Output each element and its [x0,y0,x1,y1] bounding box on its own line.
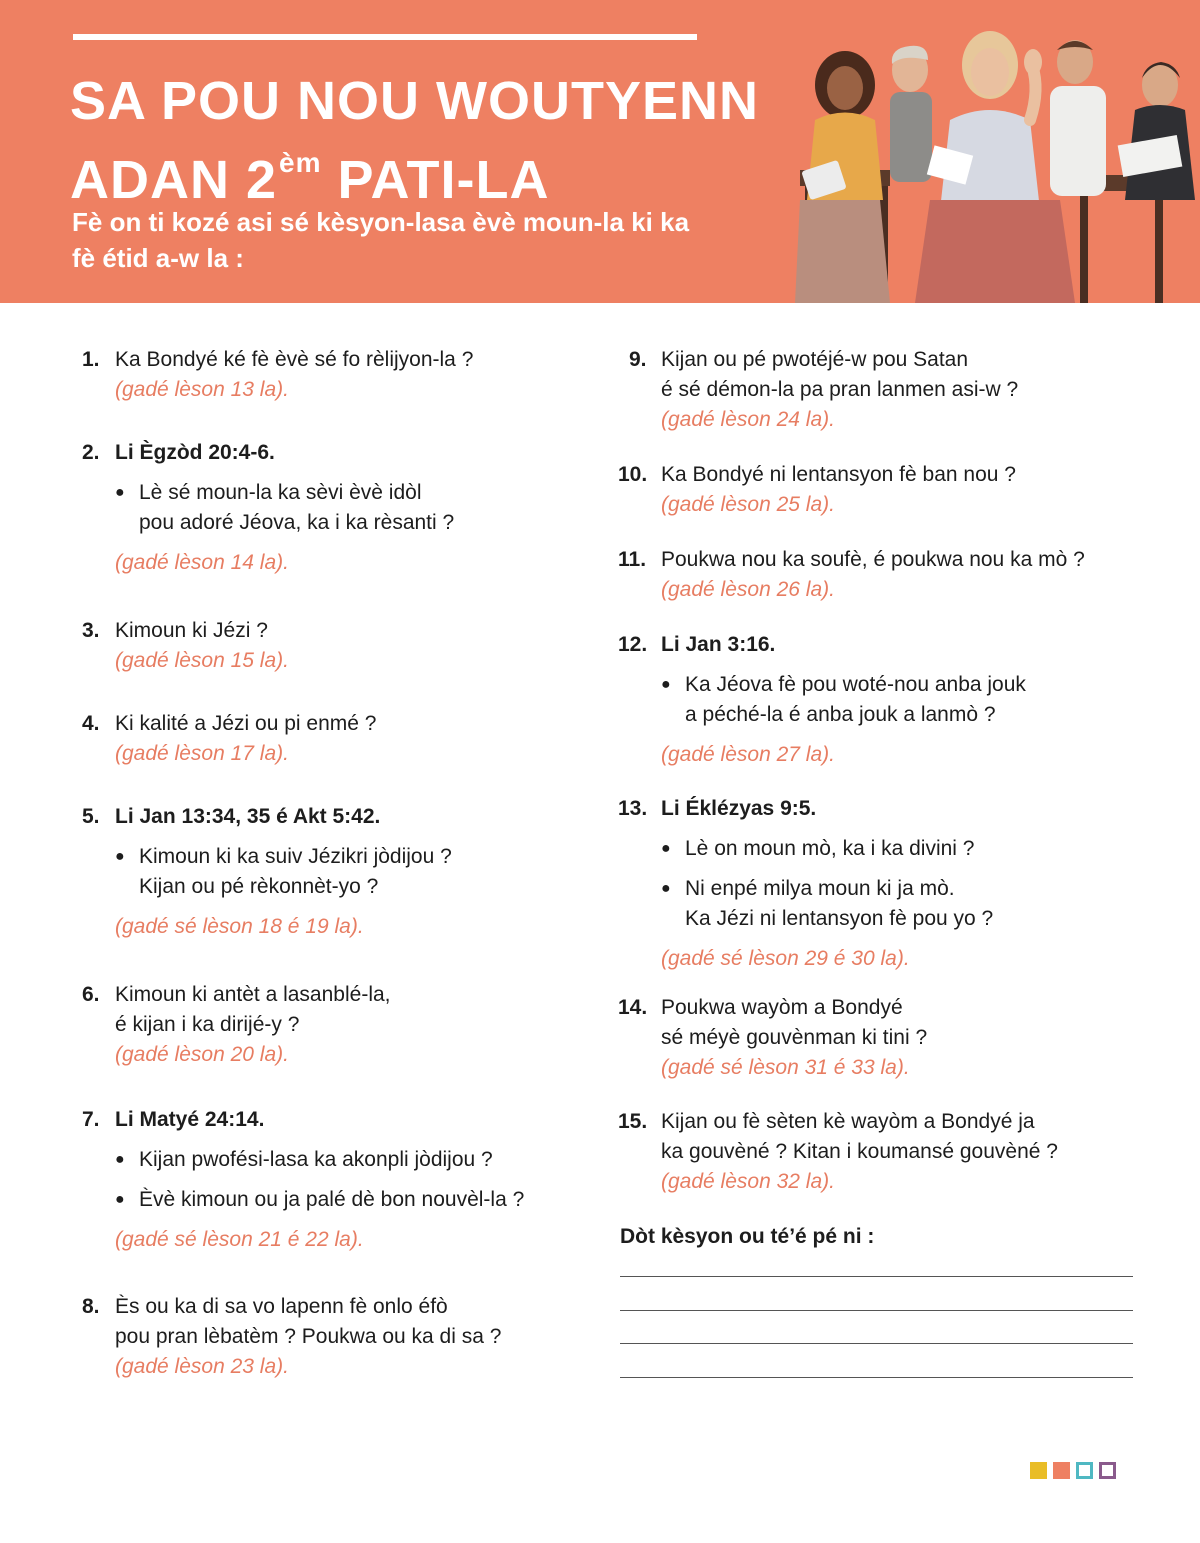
bullet-item: ● Lè sé moun-la ka sèvi èvè idòl pou adoré Jéova, ka i ka rèsanti ? [115,478,572,538]
writing-line-2 [620,1310,1133,1311]
question-number: 6. [82,983,100,1006]
lesson-reference: (gadé lèson 14 la). [115,551,289,574]
bullet-list [115,478,572,538]
question-15 [618,1107,1138,1197]
question-number: 11. [618,548,647,571]
question-number: 12. [618,633,648,656]
question-number: 15. [618,1110,648,1133]
questions-left-column [82,345,572,1382]
question-4 [82,709,572,802]
lesson-reference: (gadé lèson 13 la). [115,378,289,401]
question-number: 1. [82,348,100,371]
question-10 [618,460,1138,545]
question-number: 3. [82,619,100,642]
square-purple-outline [1099,1462,1116,1479]
question-1 [82,345,572,438]
question-text: Ès ou ka di sa vo lapenn fè onlo éfò pou pran lèbatèm ? Poukwa ou ka di sa ? [115,1295,502,1348]
lesson-reference: (gadé lèson 15 la). [115,649,289,672]
question-5 [82,802,572,980]
question-9 [618,345,1138,460]
header-banner [0,0,1200,303]
question-number: 14. [618,996,648,1019]
question-number: 8. [82,1295,100,1318]
square-teal-outline [1076,1462,1093,1479]
bullet-item: ● Kimoun ki ka suiv Jézikri jòdijou ? Kijan ou pé rèkonnèt-yo ? [115,842,572,902]
question-number: 7. [82,1108,100,1131]
question-text: Kijan ou pé pwotéjé-w pou Satan é sé démon-la pa pran lanmen asi-w ? [661,348,1019,401]
lesson-reference: (gadé lèson 24 la). [661,408,835,431]
question-number: 5. [82,805,100,828]
question-text: Li Éklézyas 9:5. [661,797,817,820]
question-12 [618,630,1138,794]
lesson-reference: (gadé lèson 23 la). [115,1355,289,1378]
title-part-a: ADAN 2 [70,150,278,210]
bullet-item: ● Ka Jéova fè pou woté-nou anba jouk a péché-la é anba jouk a lanmò ? [661,670,1138,730]
own-questions-section [620,1222,1133,1252]
lesson-reference: (gadé lèson 26 la). [661,578,835,601]
lesson-reference: (gadé lèson 25 la). [661,493,835,516]
top-rule [73,34,697,40]
square-coral [1053,1462,1070,1479]
lesson-reference: (gadé lèson 27 la). [661,743,835,766]
question-number: 9. [629,348,647,371]
question-text: Ki kalité a Jézi ou pi enmé ? [115,712,377,735]
title-part-b: PATI-LA [321,150,550,210]
question-number: 13. [618,797,648,820]
bullet-item: ● Lè on moun mò, ka i ka divini ? [661,834,1138,864]
lesson-reference: (gadé sé lèson 31 é 33 la). [661,1056,910,1079]
lesson-reference: (gadé lèson 20 la). [115,1043,289,1066]
question-text: Li Matyé 24:14. [115,1108,265,1131]
subtitle: Fè on ti kozé asi sé kèsyon-lasa èvè moun-la ki ka fè étid a-w la : [72,207,690,273]
lesson-reference: (gadé sé lèson 21 é 22 la). [115,1228,364,1251]
writing-line-4 [620,1377,1133,1378]
writing-line-1 [620,1276,1133,1277]
bullet-list [115,1145,572,1215]
title-line-2 [70,132,759,211]
title-superscript: èm [279,147,322,178]
question-number: 4. [82,712,100,735]
bullet-item: ● Èvè kimoun ou ja palé dè bon nouvèl-la ? [115,1185,572,1215]
question-11 [618,545,1138,630]
lesson-reference: (gadé lèson 17 la). [115,742,289,765]
question-number: 10. [618,463,648,486]
bullet-item: ● Ni enpé milya moun ki ja mò. Ka Jézi ni lentansyon fè pou yo ? [661,874,1138,934]
bullet-list [115,842,572,902]
decorative-squares [1030,1462,1116,1479]
question-6 [82,980,572,1105]
question-text: Poukwa wayòm a Bondyé sé méyè gouvènman ki tini ? [661,996,928,1049]
question-text: Kijan ou fè sèten kè wayòm a Bondyé ja ka gouvèné ? Kitan i koumansé gouvèné ? [661,1110,1058,1163]
title-line-1: SA POU NOU WOUTYENN [70,71,760,131]
bullet-list [661,670,1138,730]
lesson-reference: (gadé sé lèson 18 é 19 la). [115,915,364,938]
question-text: Kimoun ki Jézi ? [115,619,268,642]
lesson-reference: (gadé sé lèson 29 é 30 la). [661,947,910,970]
question-text: Poukwa nou ka soufè, é poukwa nou ka mò ? [661,548,1085,571]
bullet-item: ● Kijan pwofési-lasa ka akonpli jòdijou ? [115,1145,572,1175]
people-illustration [760,0,1200,303]
question-8 [82,1292,572,1382]
page-title [70,70,759,211]
bullet-list [661,834,1138,934]
question-text: Li Ègzòd 20:4-6. [115,441,275,464]
question-13 [618,794,1138,993]
question-text: Ka Bondyé ni lentansyon fè ban nou ? [661,463,1016,486]
question-14 [618,993,1138,1107]
questions-right-column [618,345,1138,1197]
question-number: 2. [82,441,100,464]
question-7 [82,1105,572,1292]
writing-line-3 [620,1343,1133,1344]
question-text: Ka Bondyé ké fè èvè sé fo rèlijyon-la ? [115,348,474,371]
lesson-reference: (gadé lèson 32 la). [661,1170,835,1193]
question-text: Kimoun ki antèt a lasanblé-la, é kijan i ka dirijé-y ? [115,983,391,1036]
own-questions-label: Dòt kèsyon ou té’é pé ni : [620,1225,875,1248]
question-text: Li Jan 13:34, 35 é Akt 5:42. [115,805,381,828]
question-3 [82,616,572,709]
square-yellow [1030,1462,1047,1479]
question-2 [82,438,572,616]
question-text: Li Jan 3:16. [661,633,776,656]
